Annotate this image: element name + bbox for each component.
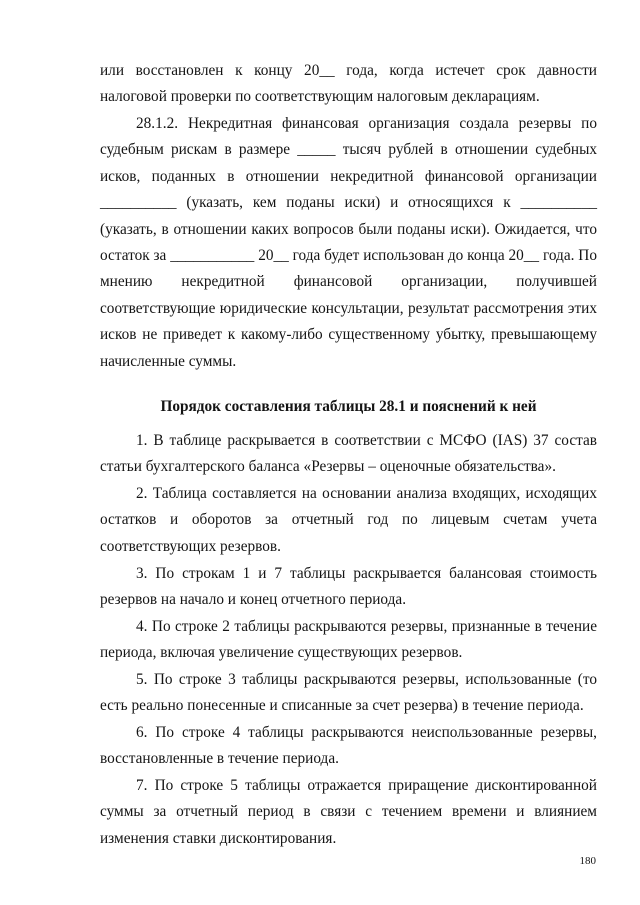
- list-item-4: 4. По строке 2 таблицы раскрываются резервы, признанные в течение периода, включая увеличение существующих резервов.: [100, 618, 597, 662]
- paragraph-28-1-2: 28.1.2. Некредитная финансовая организация создала резервы по судебным рискам в размере _____ тысяч рублей в отношении судебных исков, поданных в отношении некредитной финансовой организации __________ (указать, кем поданы иски) и относящихся к __________ (указать, в отношении каких вопросов были поданы иски). Ожидается, что остаток за ___________ 20__ года будет использован до конца 20__ года. По мнению некредитной финансовой организации, получившей соответствующие юридические консультации, результат рассмотрения этих исков не приведет к какому-либо существенному убытку, превышающему начисленные суммы.: [100, 115, 597, 370]
- list-item-1: 1. В таблице раскрывается в соответствии с МСФО (IAS) 37 состав статьи бухгалтерского баланса «Резервы – оценочные обязательства».: [100, 432, 597, 476]
- list-item-7: 7. По строке 5 таблицы отражается приращение дисконтированной суммы за отчетный период в связи с течением времени и влиянием изменения ставки дисконтирования.: [100, 777, 597, 847]
- list-item-2: 2. Таблица составляется на основании анализа входящих, исходящих остатков и оборотов за отчетный год по лицевым счетам учета соответствующих резервов.: [100, 485, 597, 555]
- list-item-6: 6. По строке 4 таблицы раскрываются неиспользованные резервы, восстановленные в течение периода.: [100, 724, 597, 768]
- list-item-3: 3. По строкам 1 и 7 таблицы раскрывается балансовая стоимость резервов на начало и конец отчетного периода.: [100, 565, 597, 609]
- paragraph-continuation: или восстановлен к концу 20__ года, когда истечет срок давности налоговой проверки по соответствующим налоговым декларациям.: [100, 62, 597, 106]
- list-item-5: 5. По строке 3 таблицы раскрываются резервы, использованные (то есть реально понесенные и списанные за счет резерва) в течение периода.: [100, 671, 597, 715]
- section-heading: Порядок составления таблицы 28.1 и пояснений к ней: [160, 398, 537, 415]
- page-number: 180: [579, 855, 596, 867]
